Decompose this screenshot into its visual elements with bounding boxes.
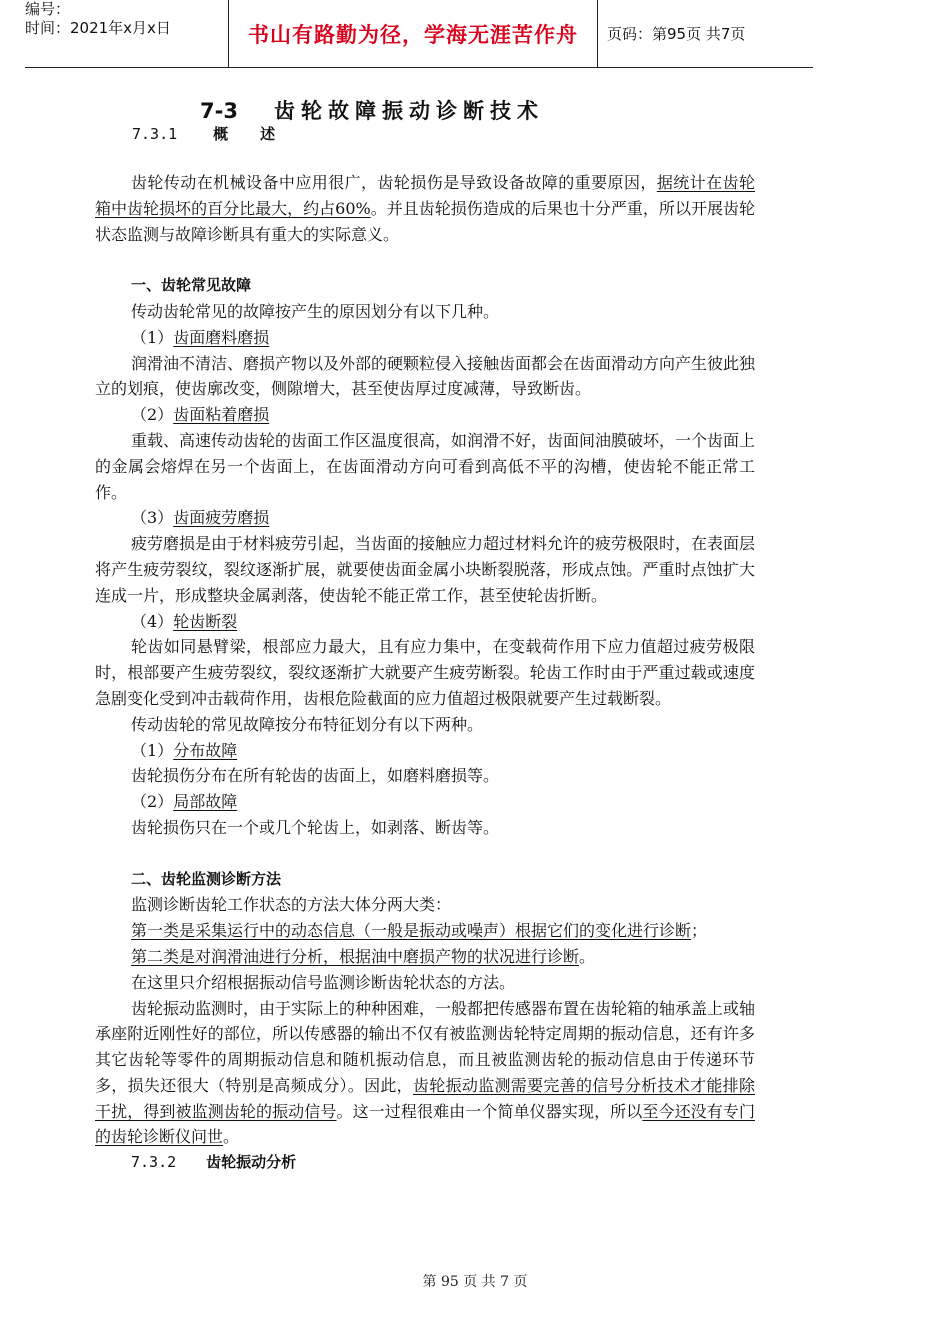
title-number: 7-3 [200,99,238,123]
header-page-info: 页码：第95页 共7页 [607,25,746,43]
paragraph: 第二类是对润滑油进行分析，根据油中磨损产物的状况进行诊断。 [131,946,596,966]
section-number: 7.3.1 [132,125,178,143]
header-time: 时间：2021年x月x日 [25,19,171,37]
paragraph: 齿轮损伤只在一个或几个轮齿上，如剥落、断齿等。 [131,817,500,837]
paragraph: 齿轮损伤分布在所有轮齿的齿面上，如磨料磨损等。 [131,766,500,786]
paragraph: 传动齿轮的常见故障按分布特征划分有以下两种。 [131,714,484,734]
list-item: （2）局部故障 [131,792,238,812]
header-meta [25,0,228,67]
paragraph: 在这里只介绍根据振动信号监测诊断齿轮状态的方法。 [131,972,516,992]
page-title [200,95,544,125]
paragraph: 润滑油不清洁、磨损产物以及外部的硬颗粒侵入接触齿面都会在齿面滑动方向产生彼此独立的划痕，使齿廓改变，侧隙增大，甚至使齿厚过度减薄，导致断齿。 [95,353,756,399]
highlight-underline: 据统计在齿轮箱中齿轮损坏的百分比最大，约占60% [95,173,755,218]
header-number: 编号： [25,0,71,18]
list-item: （2）齿面粘着磨损 [131,405,270,425]
list-item: （1）齿面磨料磨损 [131,327,270,347]
paragraph: 齿轮振动监测时，由于实际上的种种困难，一般都把传感器布置在齿轮箱的轴承盖上或轴承座附近刚性好的部位，所以传感器的输出不仅有被监测齿轮特定周期的振动信息，还有许多其它齿轮等零件的周期振动信息和随机振动信息，而且被监测齿轮的振动信息由于传递环节多，损失还很大（特别是高频成分）。因此，齿轮振动监测需要完善的信号分析技术才能排除干扰，得到被监测齿轮的振动信号。这一过程很难由一个简单仪器实现，所以至今还没有专门的齿轮诊断仪问世。 [95,998,756,1147]
section-heading [132,123,307,144]
title-text: 齿轮故障振动诊断技术 [273,99,544,123]
section-title: 齿轮振动分析 [206,1153,297,1172]
part-heading: 二、齿轮监测诊断方法 [131,869,282,888]
list-item: （3）齿面疲劳磨损 [131,508,270,528]
header-motto: 书山有路勤为径，学海无涯苦作舟 [248,22,578,47]
section-number: 7.3.2 [131,1153,177,1172]
paragraph: 传动齿轮常见的故障按产生的原因划分有以下几种。 [131,301,500,321]
page-header [25,0,813,68]
part-heading: 一、齿轮常见故障 [131,276,252,295]
paragraph: 疲劳磨损是由于材料疲劳引起，当齿面的接触应力超过材料允许的疲劳极限时，在表面层将产生疲劳裂纹，裂纹逐渐扩展，就要使齿面金属小块断裂脱落，形成点蚀。严重时点蚀扩大连成一片，形成整块金属剥落，使齿轮不能正常工作，甚至使轮齿折断。 [95,534,756,605]
list-item: （1）分布故障 [131,740,238,760]
document-body [95,170,755,1176]
paragraph: 轮齿如同悬臂梁，根部应力最大，且有应力集中，在变载荷作用下应力值超过疲劳极限时，根部要产生疲劳裂纹，裂纹逐渐扩大就要产生疲劳断裂。轮齿工作时由于严重过载或速度急剧变化受到冲击载荷作用，齿根危险截面的应力值超过极限就要产生过载断裂。 [95,637,755,708]
page-footer: 第 95 页 共 7 页 [422,1274,528,1290]
header-divider [597,0,598,67]
paragraph: 重载、高速传动齿轮的齿面工作区温度很高，如润滑不好，齿面间油膜破坏，一个齿面上的金属会熔焊在另一个齿面上，在齿面滑动方向可看到高低不平的沟槽，使齿轮不能正常工作。 [95,430,756,502]
intro-paragraph: 齿轮传动在机械设备中应用很广，齿轮损伤是导致设备故障的重要原因，据统计在齿轮箱中齿轮损坏的百分比最大，约占60%。并且齿轮损伤造成的后果也十分严重，所以开展齿轮状态监测与故障诊断具有重大的实际意义。 [95,173,755,244]
paragraph: 第一类是采集运行中的动态信息（一般是振动或噪声）根据它们的变化进行诊断； [131,921,708,941]
list-item: （4）轮齿断裂 [131,611,238,631]
section-title: 概述 [213,125,308,143]
section-heading [95,1150,755,1176]
paragraph: 监测诊断齿轮工作状态的方法大体分两大类： [131,895,452,915]
